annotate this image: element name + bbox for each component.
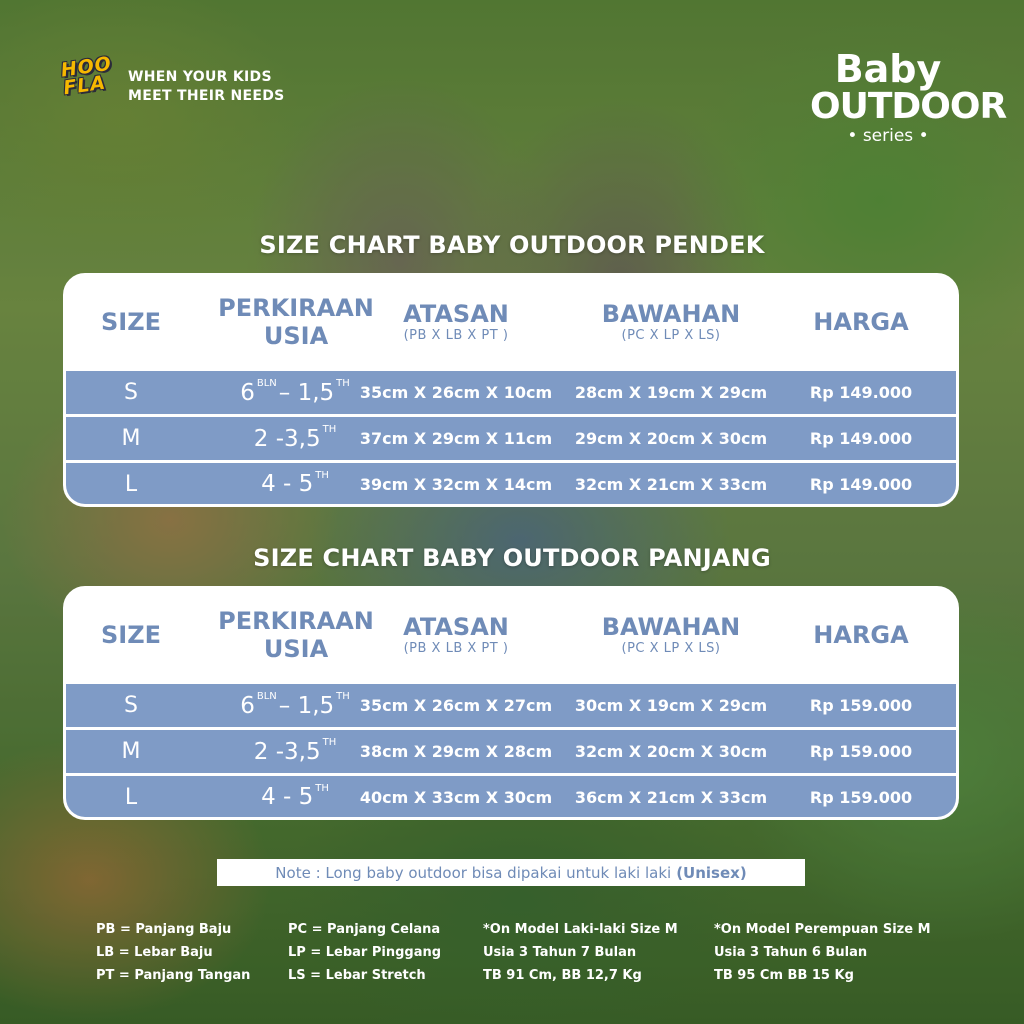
cell-bottom: 29cm X 20cm X 30cm	[574, 429, 768, 448]
logo-text: HOO FLA	[59, 52, 114, 100]
legend-item: Usia 3 Tahun 6 Bulan	[714, 945, 868, 960]
cell-size: S	[124, 693, 138, 718]
legend-bottom-abbreviations	[288, 918, 441, 987]
header-bottom: BAWAHAN (PC X LP X LS)	[601, 300, 741, 343]
cell-age: 4 - 5 $^{TH}$	[261, 469, 329, 497]
header-age: PERKIRAAN USIA	[218, 607, 374, 663]
size-chart-panjang	[63, 586, 959, 820]
header-price: HARGA	[813, 621, 909, 649]
header-top: ATASAN (PB X LB X PT )	[403, 613, 509, 656]
cell-top: 40cm X 33cm X 30cm	[359, 787, 553, 807]
header-price: HARGA	[813, 308, 909, 336]
size-chart-pendek	[63, 273, 959, 507]
table-header	[66, 589, 956, 681]
cell-bottom: 32cm X 21cm X 33cm	[574, 474, 768, 494]
legend-item: TB 95 Cm BB 15 Kg	[714, 968, 854, 983]
legend-item: *On Model Perempuan Size M	[714, 922, 931, 937]
cell-size: M	[121, 739, 141, 764]
tagline-line2: MEET THEIR NEEDS	[128, 88, 285, 104]
cell-size: L	[124, 471, 138, 497]
chart-title-pendek: SIZE CHART BABY OUTDOOR PENDEK	[259, 231, 765, 259]
tagline	[128, 68, 285, 106]
series-logo-line3: • series •	[847, 126, 929, 146]
cell-size: L	[124, 784, 138, 810]
cell-top: 37cm X 29cm X 11cm	[359, 429, 553, 448]
unisex-note	[217, 859, 805, 886]
table-row	[66, 460, 956, 505]
chart-title-panjang: SIZE CHART BABY OUTDOOR PANJANG	[253, 544, 771, 572]
hoofla-logo	[59, 52, 118, 112]
table-row	[66, 368, 956, 414]
table-header	[66, 276, 956, 368]
table-row	[66, 681, 956, 727]
cell-age: 6 $^{BLN}$ – 1,5 $^{TH}$	[240, 691, 350, 719]
model-girl-info	[714, 918, 931, 987]
table-row	[66, 773, 956, 818]
cell-price: Rp 149.000	[809, 383, 913, 402]
cell-price: Rp 149.000	[809, 474, 913, 494]
cell-price: Rp 159.000	[809, 742, 913, 761]
model-boy-info	[483, 918, 678, 987]
legend-item: TB 91 Cm, BB 12,7 Kg	[483, 968, 642, 983]
cell-age: 6 $^{BLN}$ – 1,5 $^{TH}$	[240, 378, 350, 406]
header-size: SIZE	[100, 308, 161, 336]
cell-age: 4 - 5 $^{TH}$	[261, 782, 329, 810]
cell-top: 38cm X 29cm X 28cm	[359, 742, 553, 761]
baby-outdoor-series-logo	[810, 47, 1007, 146]
cell-bottom: 32cm X 20cm X 30cm	[574, 742, 768, 761]
legend-item: PC = Panjang Celana	[288, 922, 441, 937]
tagline-line1: WHEN YOUR KIDS	[128, 69, 272, 85]
cell-size: M	[121, 426, 141, 451]
legend-item: Usia 3 Tahun 7 Bulan	[483, 945, 637, 960]
cell-price: Rp 159.000	[809, 787, 913, 807]
series-logo-line2: OUTDOOR	[810, 86, 1007, 127]
legend-top-abbreviations	[96, 918, 250, 987]
cell-bottom: 28cm X 19cm X 29cm	[574, 383, 768, 402]
cell-bottom: 36cm X 21cm X 33cm	[574, 787, 768, 807]
legend-item: LP = Lebar Pinggang	[288, 945, 442, 960]
note-emphasis: (Unisex)	[676, 863, 747, 882]
cell-top: 35cm X 26cm X 27cm	[359, 696, 553, 715]
legend-item: *On Model Laki-laki Size M	[483, 922, 678, 937]
cell-age: 2 -3,5 $^{TH}$	[253, 737, 337, 765]
series-logo-line1: Baby	[834, 47, 942, 91]
cell-bottom: 30cm X 19cm X 29cm	[574, 696, 768, 715]
cell-price: Rp 159.000	[809, 696, 913, 715]
cell-size: S	[124, 380, 138, 405]
header-bottom: BAWAHAN (PC X LP X LS)	[601, 613, 741, 656]
table-row	[66, 727, 956, 773]
table-row	[66, 414, 956, 460]
header-size: SIZE	[100, 621, 161, 649]
note-text: Note : Long baby outdoor bisa dipakai untuk laki laki	[275, 863, 672, 882]
cell-top: 39cm X 32cm X 14cm	[359, 474, 553, 494]
legend-item: LS = Lebar Stretch	[288, 968, 426, 983]
cell-top: 35cm X 26cm X 10cm	[359, 383, 553, 402]
header-top: ATASAN (PB X LB X PT )	[403, 300, 509, 343]
cell-price: Rp 149.000	[809, 429, 913, 448]
cell-age: 2 -3,5 $^{TH}$	[253, 424, 337, 452]
legend-item: LB = Lebar Baju	[96, 945, 213, 960]
header-age: PERKIRAAN USIA	[218, 294, 374, 350]
legend-item: PT = Panjang Tangan	[96, 968, 251, 983]
legend-item: PB = Panjang Baju	[96, 922, 232, 937]
